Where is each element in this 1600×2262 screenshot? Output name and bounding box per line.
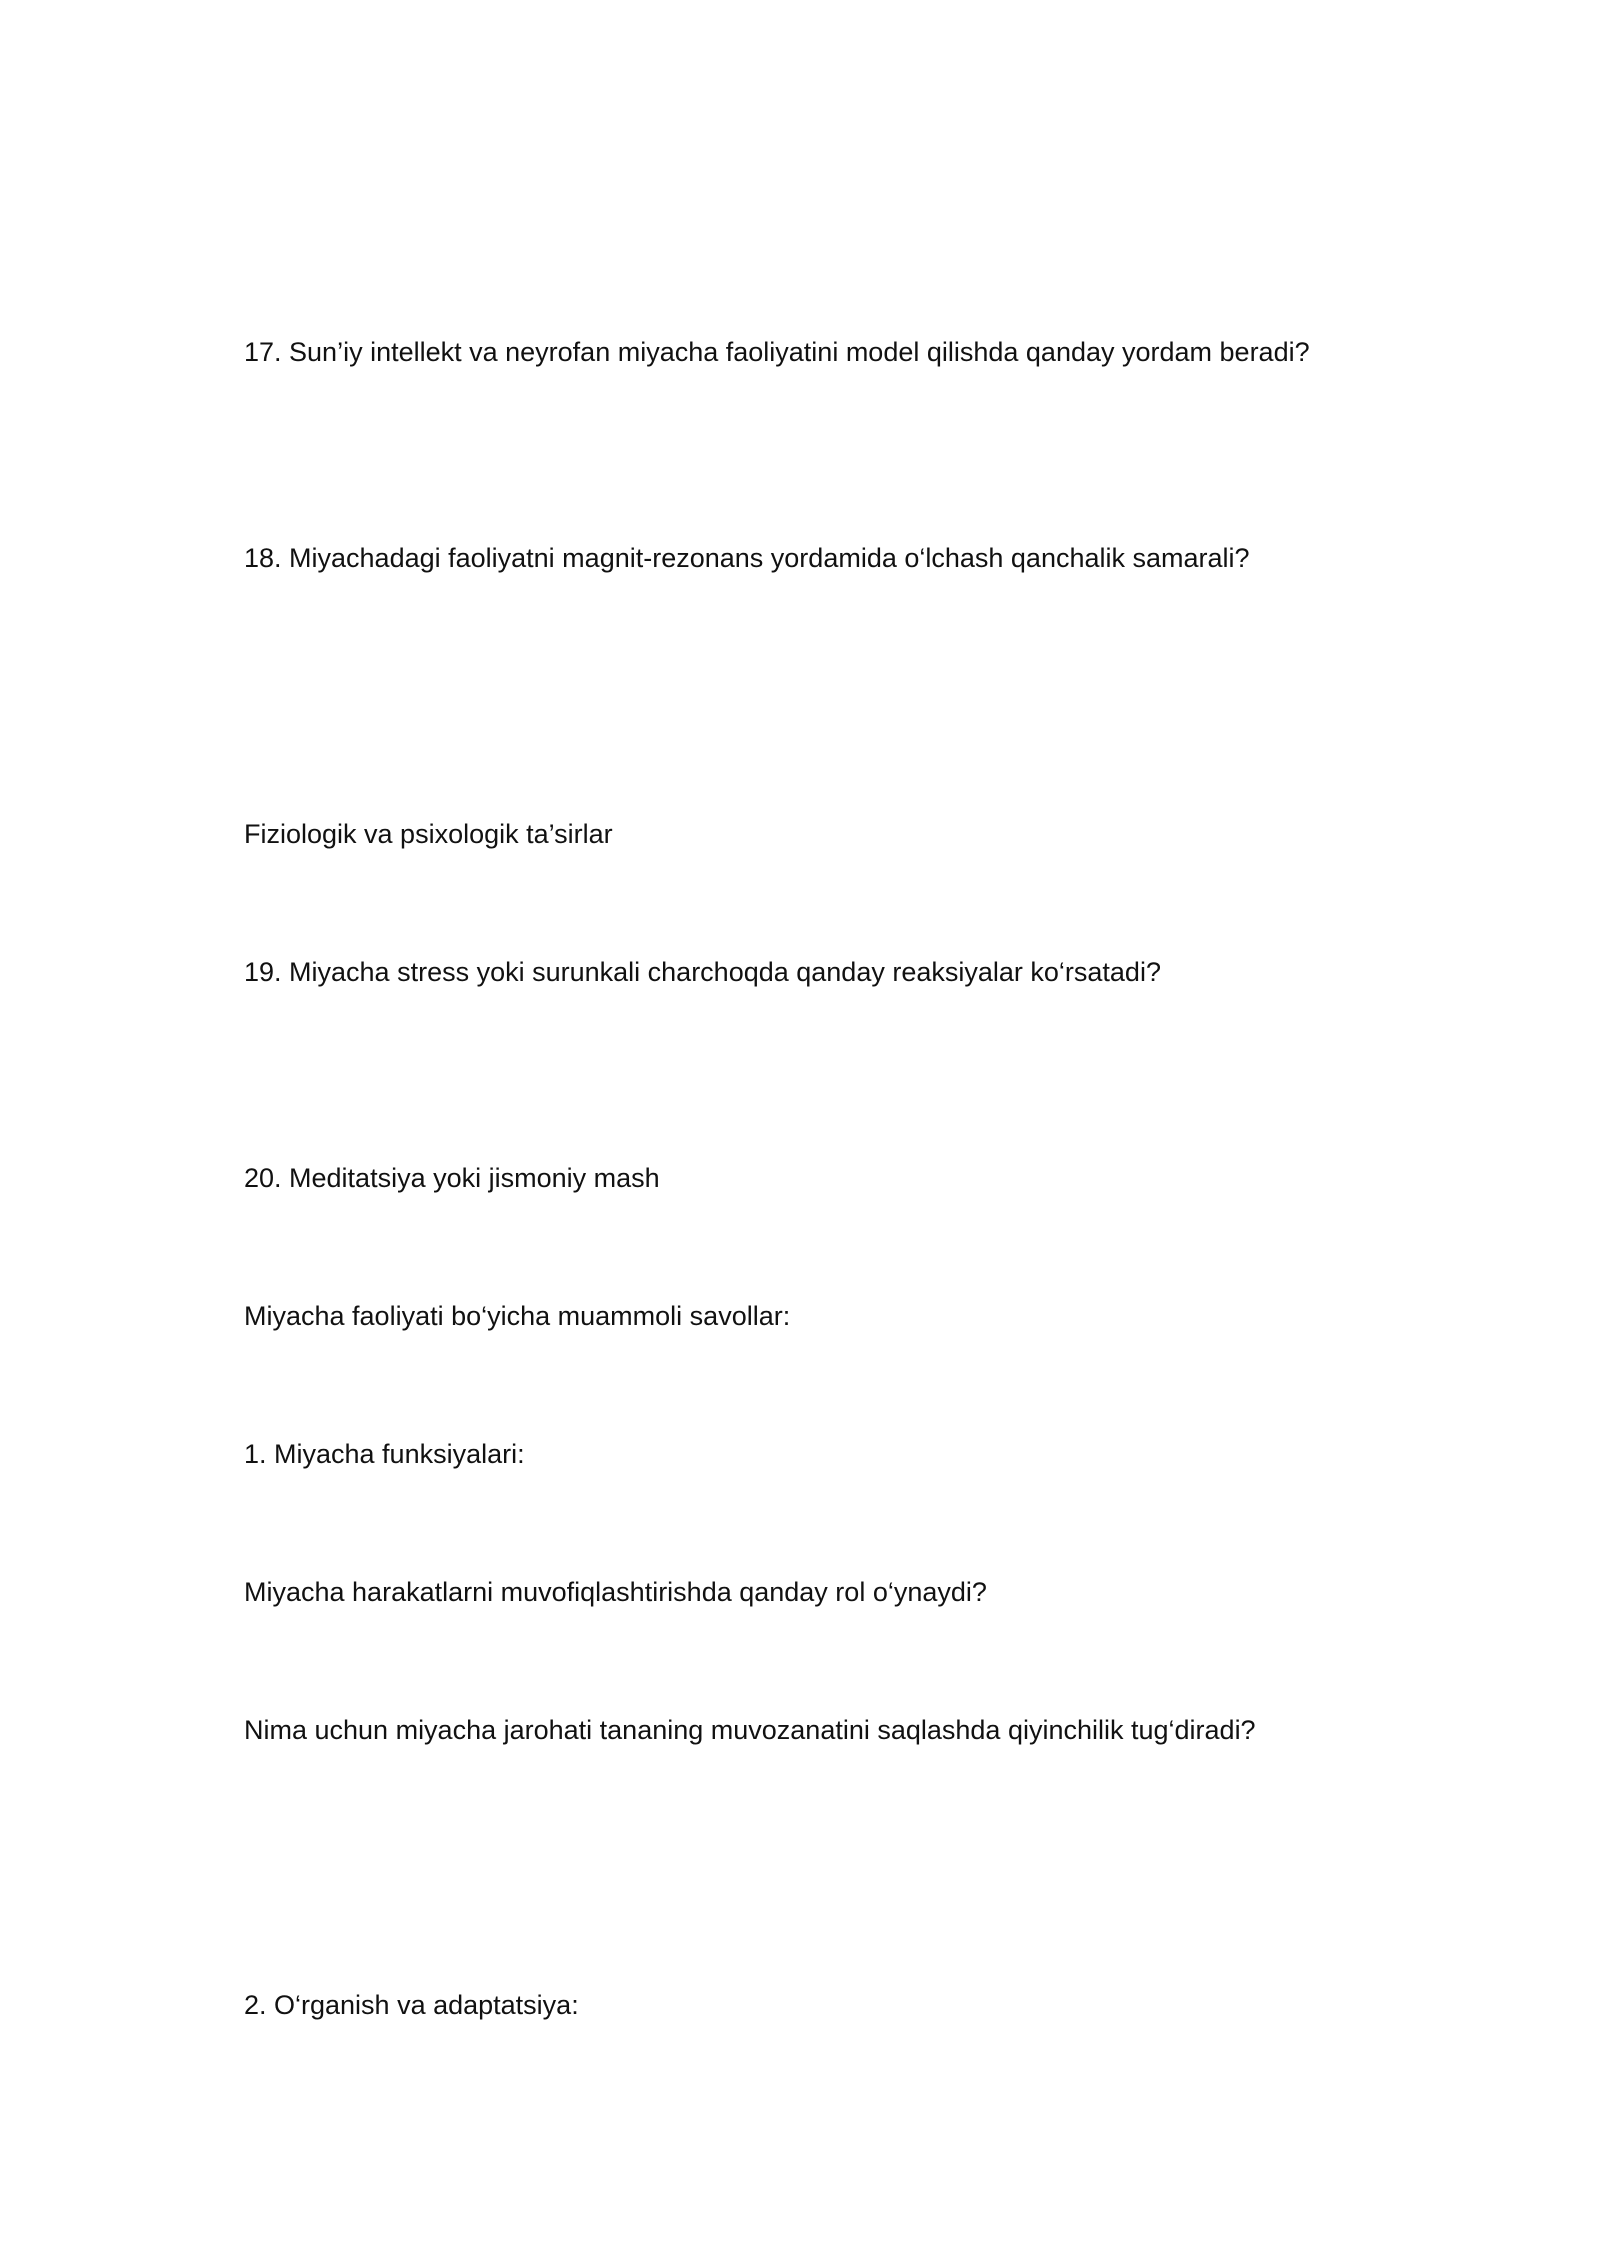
question-20: 20. Meditatsiya yoki jismoniy mash <box>244 1163 660 1193</box>
section-heading: Fiziologik va psixologik ta’sirlar <box>244 819 613 849</box>
question-19: 19. Miyacha stress yoki surunkali charchoqda qanday reaksiyalar ko‘rsatadi? <box>244 957 1161 987</box>
subheading-1: 1. Miyacha funksiyalari: <box>244 1439 525 1469</box>
question-text: Nima uchun miyacha jarohati tananing muvozanatini saqlashda qiyinchilik tug‘diradi? <box>244 1715 1256 1745</box>
question-18: 18. Miyachadagi faoliyatni magnit-rezonans yordamida o‘lchash qanchalik samarali? <box>244 543 1250 573</box>
problem-questions-title: Miyacha faoliyati bo‘yicha muammoli savollar: <box>244 1301 791 1331</box>
question-17: 17. Sun’iy intellekt va neyrofan miyacha faoliyatini model qilishda qanday yordam beradi? <box>244 337 1310 367</box>
question-text: Miyacha harakatlarni muvofiqlashtirishda qanday rol o‘ynaydi? <box>244 1577 987 1607</box>
subheading-2: 2. O‘rganish va adaptatsiya: <box>244 1990 579 2020</box>
